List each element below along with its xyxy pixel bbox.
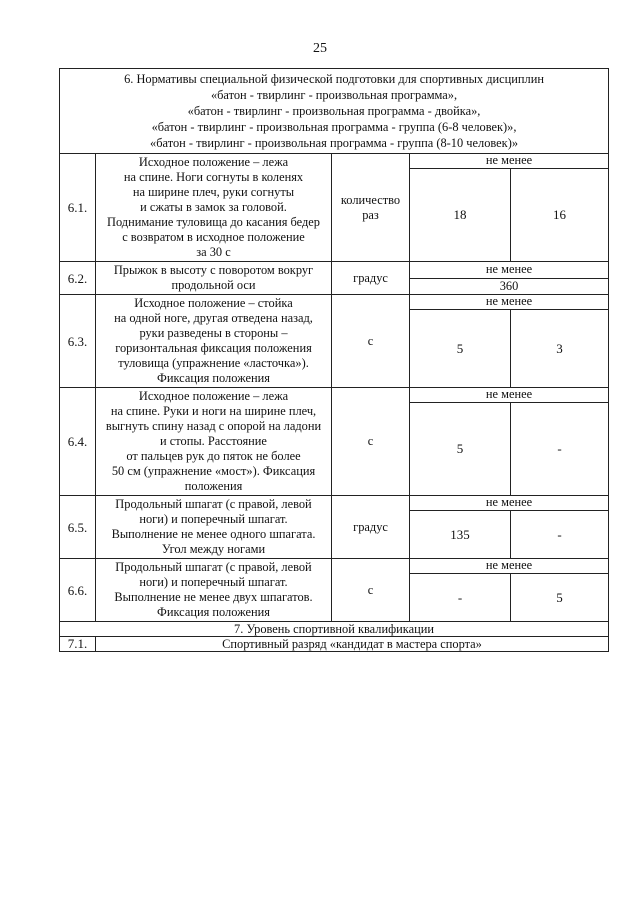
section-6-title-line: «батон - твирлинг - произвольная программа - группа (6-8 человек)», bbox=[151, 120, 517, 134]
description-line: туловища (упражнение «ласточка»). bbox=[118, 356, 309, 370]
unit-cell bbox=[332, 496, 410, 559]
description-line: на спине. Ноги согнуты в коленях bbox=[123, 170, 304, 184]
norms-table bbox=[59, 68, 609, 652]
value-cell: 3 bbox=[511, 309, 609, 387]
unit-line: с bbox=[367, 434, 374, 448]
description-line: руки разведены в стороны – bbox=[139, 326, 288, 340]
description-line: и сжаты в замок за головой. bbox=[140, 200, 287, 214]
table-row bbox=[60, 559, 609, 574]
exercise-description bbox=[96, 496, 332, 559]
qualification-text: Спортивный разряд «кандидат в мастера спорта» bbox=[96, 637, 609, 652]
table-row bbox=[60, 388, 609, 403]
description-line: ноги) и поперечный шпагат. bbox=[139, 575, 288, 589]
description-line: ноги) и поперечный шпагат. bbox=[139, 512, 288, 526]
table-row bbox=[60, 295, 609, 310]
value-cell: 5 bbox=[410, 402, 511, 495]
description-line: за 30 с bbox=[196, 245, 231, 259]
description-line: Поднимание туловища до касания бедер bbox=[107, 215, 320, 229]
row-number: 6.5. bbox=[60, 496, 96, 559]
description-line: с возвратом в исходное положение bbox=[122, 230, 305, 244]
unit-line: раз bbox=[362, 207, 379, 222]
description-line: Выполнение не менее двух шпагатов. bbox=[114, 590, 313, 604]
description-line: и стопы. Расстояние bbox=[160, 434, 267, 448]
norm-note: не менее bbox=[410, 388, 609, 403]
table-row bbox=[60, 496, 609, 511]
description-line: Исходное положение – лежа bbox=[138, 155, 289, 169]
value-cell: - bbox=[410, 573, 511, 621]
norm-note: не менее bbox=[410, 496, 609, 511]
exercise-description bbox=[96, 154, 332, 262]
unit-line: количество bbox=[340, 192, 401, 207]
unit-cell bbox=[332, 154, 410, 262]
value-cell: - bbox=[511, 510, 609, 558]
value-cell: 360 bbox=[410, 278, 609, 295]
exercise-description bbox=[96, 295, 332, 388]
value-cell: 5 bbox=[410, 309, 511, 387]
unit-cell bbox=[332, 559, 410, 622]
unit-line: градус bbox=[353, 519, 388, 534]
unit-line: градус bbox=[353, 270, 388, 285]
description-line: продольной оси bbox=[171, 278, 256, 292]
section-6-title-line: «батон - твирлинг - произвольная программа - группа (8-10 человек)» bbox=[150, 136, 519, 150]
value-cell: 135 bbox=[410, 510, 511, 558]
exercise-description bbox=[96, 262, 332, 295]
row-number: 7.1. bbox=[60, 637, 96, 652]
description-line: на спине. Руки и ноги на ширине плеч, bbox=[110, 404, 317, 418]
section-6-header-row bbox=[60, 69, 609, 154]
unit-line: с bbox=[367, 333, 374, 348]
table-row bbox=[60, 154, 609, 169]
exercise-description bbox=[96, 559, 332, 622]
value-cell: 18 bbox=[410, 168, 511, 261]
row-number: 6.1. bbox=[60, 154, 96, 262]
table-row bbox=[60, 637, 609, 652]
description-line: от пальцев рук до пяток не более bbox=[126, 449, 301, 463]
description-line: на одной ноге, другая отведена назад, bbox=[114, 311, 313, 325]
description-line: Фиксация положения bbox=[157, 371, 270, 385]
section-7-title: 7. Уровень спортивной квалификации bbox=[60, 622, 609, 637]
row-number: 6.4. bbox=[60, 388, 96, 496]
value-cell: 16 bbox=[511, 168, 609, 261]
value-cell: 5 bbox=[511, 573, 609, 621]
description-line: Продольный шпагат (с правой, левой bbox=[115, 497, 312, 511]
norm-note: не менее bbox=[410, 559, 609, 574]
description-line: Угол между ногами bbox=[161, 542, 266, 556]
section-6-title bbox=[60, 69, 609, 154]
unit-cell bbox=[332, 262, 410, 295]
unit-cell bbox=[332, 388, 410, 496]
description-line: на ширине плеч, руки согнуты bbox=[132, 185, 295, 199]
description-line: выгнуть спину назад с опорой на ладони bbox=[105, 419, 322, 433]
norm-note: не менее bbox=[410, 295, 609, 310]
norm-note: не менее bbox=[410, 154, 609, 169]
exercise-description bbox=[96, 388, 332, 496]
value-cell: - bbox=[511, 402, 609, 495]
description-line: Продольный шпагат (с правой, левой bbox=[115, 560, 312, 574]
description-line: 50 см (упражнение «мост»). Фиксация bbox=[111, 464, 316, 478]
description-line: Фиксация положения bbox=[157, 605, 270, 619]
section-6-title-line: 6. Нормативы специальной физической подготовки для спортивных дисциплин bbox=[124, 72, 544, 86]
description-line: Исходное положение – лежа bbox=[138, 389, 289, 403]
norm-note: не менее bbox=[410, 262, 609, 279]
row-number: 6.6. bbox=[60, 559, 96, 622]
row-number: 6.2. bbox=[60, 262, 96, 295]
table-row bbox=[60, 262, 609, 279]
description-line: Прыжок в высоту с поворотом вокруг bbox=[113, 263, 314, 277]
description-line: положения bbox=[184, 479, 243, 493]
description-line: горизонтальная фиксация положения bbox=[115, 341, 312, 355]
row-number: 6.3. bbox=[60, 295, 96, 388]
unit-cell bbox=[332, 295, 410, 388]
description-line: Выполнение не менее одного шпагата. bbox=[111, 527, 316, 541]
unit-line: с bbox=[367, 582, 374, 597]
page-number: 25 bbox=[313, 41, 327, 56]
section-7-header-row bbox=[60, 622, 609, 637]
section-6-title-line: «батон - твирлинг - произвольная программа», bbox=[210, 88, 458, 102]
section-6-title-line: «батон - твирлинг - произвольная программа - двойка», bbox=[187, 104, 481, 118]
description-line: Исходное положение – стойка bbox=[134, 296, 293, 310]
